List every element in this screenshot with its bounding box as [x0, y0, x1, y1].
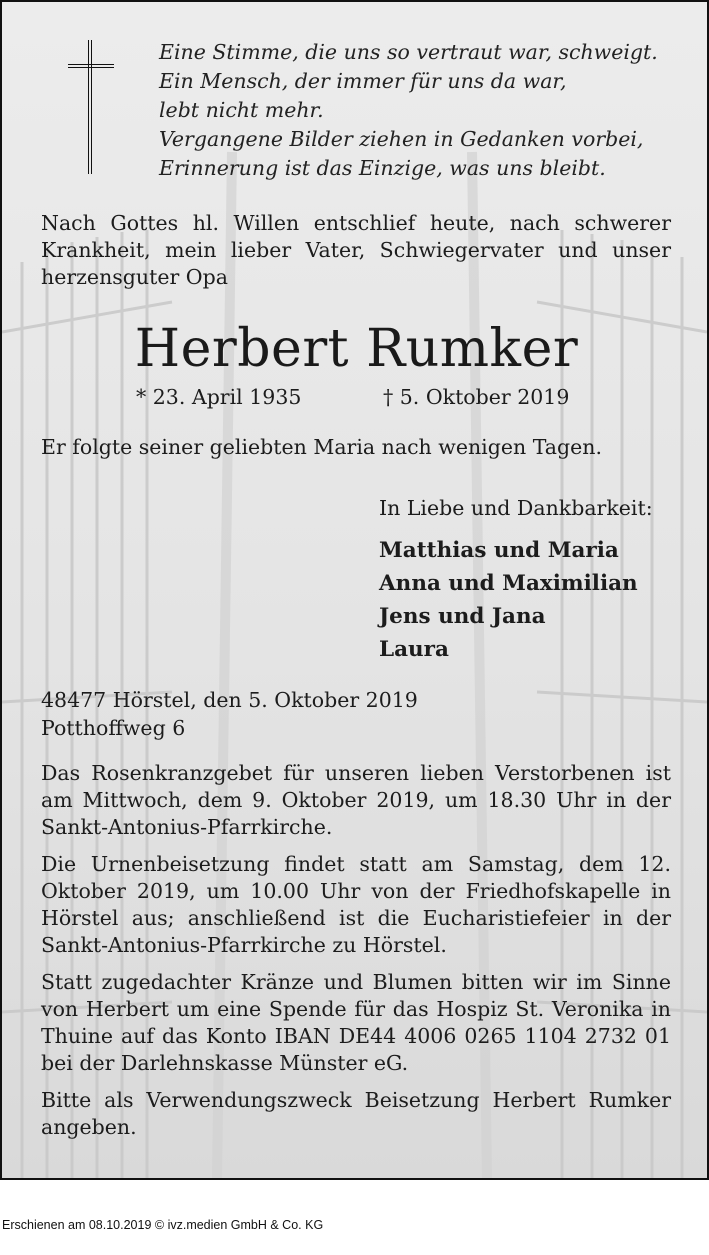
burial-paragraph: Die Urnenbeisetzung findet statt am Samstag, dem 12. Oktober 2019, um 10.00 Uhr von der Friedhofskapelle in Hörstel aus; anschließend ist die Eucharistiefeier in der Sankt-Antonius-Pfarrkirche zu Hörstel.	[41, 852, 671, 957]
followed-text: Er folgte seiner geliebten Maria nach wenigen Tagen.	[41, 435, 602, 459]
rosary-paragraph: Das Rosenkranzgebet für unseren lieben Verstorbenen ist am Mittwoch, dem 9. Oktober 2019, um 18.30 Uhr in der Sankt-Antonius-Pfarrkirche.	[41, 761, 671, 839]
reference-paragraph: Bitte als Verwendungszweck Beisetzung Herbert Rumker angeben.	[41, 1088, 671, 1139]
death-date: † 5. Oktober 2019	[383, 385, 570, 409]
poem-line: Eine Stimme, die uns so vertraut war, schweigt.	[159, 40, 658, 64]
deceased-name: Herbert Rumker	[134, 319, 579, 379]
cross-icon	[68, 40, 114, 176]
mourner-name: Jens und Jana	[379, 604, 546, 629]
donation-paragraph: Statt zugedachter Kränze und Blumen bitten wir im Sinne von Herbert um eine Spende für das Hospiz St. Veronika in Thuine auf das Konto IBAN DE44 4006 0265 1104 2732 01 bei der Darlehnskasse Münster eG.	[41, 970, 671, 1075]
address-block	[41, 686, 418, 742]
poem-line: Erinnerung ist das Einzige, was uns bleibt.	[159, 156, 606, 180]
mourner-name: Matthias und Maria	[379, 538, 619, 563]
poem-line: Vergangene Bilder ziehen in Gedanken vorbei,	[159, 127, 644, 151]
dedication-line: In Liebe und Dankbarkeit:	[379, 496, 653, 520]
intro-text: Nach Gottes hl. Willen entschlief heute, nach schwerer Krankheit, mein lieber Vater, Schwiegervater und unser herzensguter Opa	[41, 211, 671, 289]
birth-date: * 23. April 1935	[136, 385, 302, 409]
place-date: 48477 Hörstel, den 5. Oktober 2019	[41, 688, 418, 712]
mourner-name: Laura	[379, 637, 449, 662]
mourner-name: Anna und Maximilian	[379, 571, 638, 596]
poem-line: lebt nicht mehr.	[159, 98, 324, 122]
publication-footer: Erschienen am 08.10.2019 © ivz.medien GmbH & Co. KG	[2, 1218, 324, 1232]
memorial-poem	[159, 38, 699, 183]
poem-line: Ein Mensch, der immer für uns da war,	[159, 69, 567, 93]
mourners-list	[379, 534, 638, 666]
street-address: Potthoffweg 6	[41, 716, 186, 740]
